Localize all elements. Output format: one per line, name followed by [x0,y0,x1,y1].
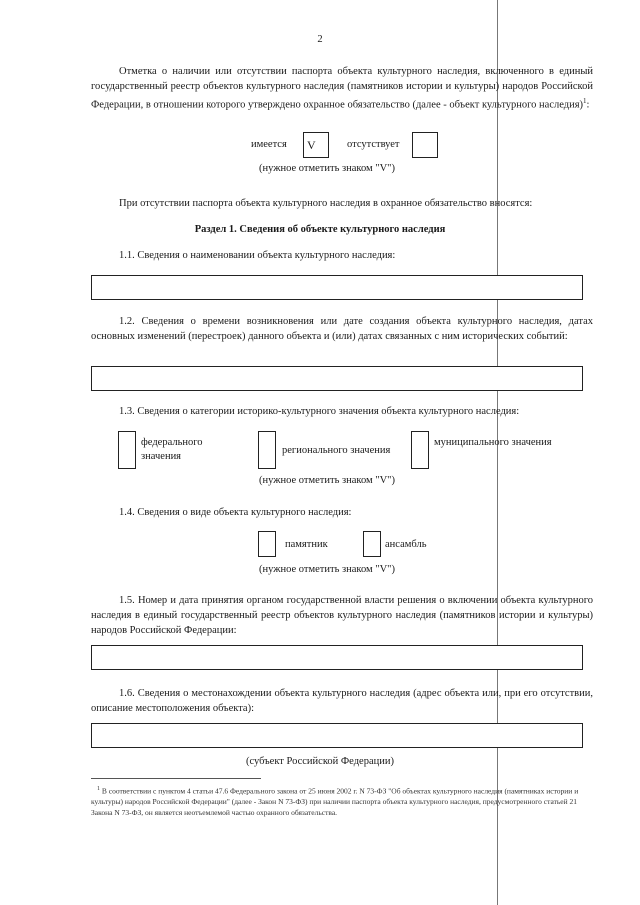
municipal-label: муниципального значения [434,437,552,448]
monument-label: памятник [285,539,328,550]
item-1-1-label: 1.1. Сведения о наименовании объекта культурного наследия: [119,250,396,261]
monument-checkbox[interactable] [258,531,276,557]
regional-label: регионального значения [282,445,391,456]
passport-has-checkbox[interactable] [303,132,329,158]
passport-absent-label: отсутствует [347,139,400,150]
absence-note: При отсутствии паспорта объекта культурного наследия в охранное обязательство вносятся: [119,198,533,209]
section-title: Раздел 1. Сведения об объекте культурного наследия [194,224,446,235]
item-1-5-label: 1.5. Номер и дата принятия органом государственной власти решения о включении объекта культурного наследия в единый государственный реестр объектов культурного наследия (памятников истории и культуры) народов Российской Федерации: [91,595,593,636]
item-1-6-label: 1.6. Сведения о местонахождении объекта культурного наследия (адрес объекта или, при его отсутствии, описание местоположения объекта): [91,688,593,714]
federal-label: федерального значения [141,437,203,462]
passport-has-mark: V [307,138,316,152]
item-1-4-hint: (нужное отметить знаком "V") [259,564,395,575]
item-1-3-hint: (нужное отметить знаком "V") [259,475,395,486]
intro-text: Отметка о наличии или отсутствии паспорта объекта культурного наследия, включенного в единый государственный реестр объектов культурного наследия (памятников истории и культуры) народов Российской Федерации, в отношении которого утверждено охранное обязательство (далее - объект культурного наследия) [91,66,593,111]
passport-absent-checkbox[interactable] [412,132,438,158]
footnote-separator [91,778,261,779]
passport-has-label: имеется [251,139,287,150]
footnote-mark: 1 [97,786,100,792]
page-number: 2 [317,34,323,45]
item-1-2-label: 1.2. Сведения о времени возникновения или дате создания объекта культурного наследия, датах основных изменений (перестроек) данного объекта и (или) датах связанных с ним исторических событий: [91,316,593,342]
ensemble-checkbox[interactable] [363,531,381,557]
footnote-text: В соответствии с пунктом 4 статьи 47.6 Федерального закона от 25 июня 2002 г. N 73-ФЗ "Об объектах культурного наследия (памятниках истории и культуры) народов Российской Федерации" (далее - Закон N 73-ФЗ) при наличии паспорта объекта культурного наследия, предусмотренного статьей 21 Закона N 73-ФЗ, он является неотъемлемой частью охранного обязательства. [91,786,579,817]
intro-tail: : [586,99,590,111]
federal-checkbox[interactable] [118,431,136,469]
municipal-checkbox[interactable] [411,431,429,469]
item-1-6-field[interactable] [91,723,583,748]
item-1-1-field[interactable] [91,275,583,300]
regional-checkbox[interactable] [258,431,276,469]
footnote [91,784,586,818]
ensemble-label: ансамбль [385,539,427,550]
passport-hint: (нужное отметить знаком "V") [259,163,395,174]
item-1-5-field[interactable] [91,645,583,670]
subject-caption: (субъект Российской Федерации) [246,756,394,767]
intro-paragraph [91,64,593,113]
item-1-4-label: 1.4. Сведения о виде объекта культурного наследия: [119,507,352,518]
footnote-ref: 1 [583,97,587,105]
item-1-3-label: 1.3. Сведения о категории историко-культурного значения объекта культурного наследия: [119,406,520,417]
item-1-2-field[interactable] [91,366,583,391]
scan-fold-line [497,0,498,905]
